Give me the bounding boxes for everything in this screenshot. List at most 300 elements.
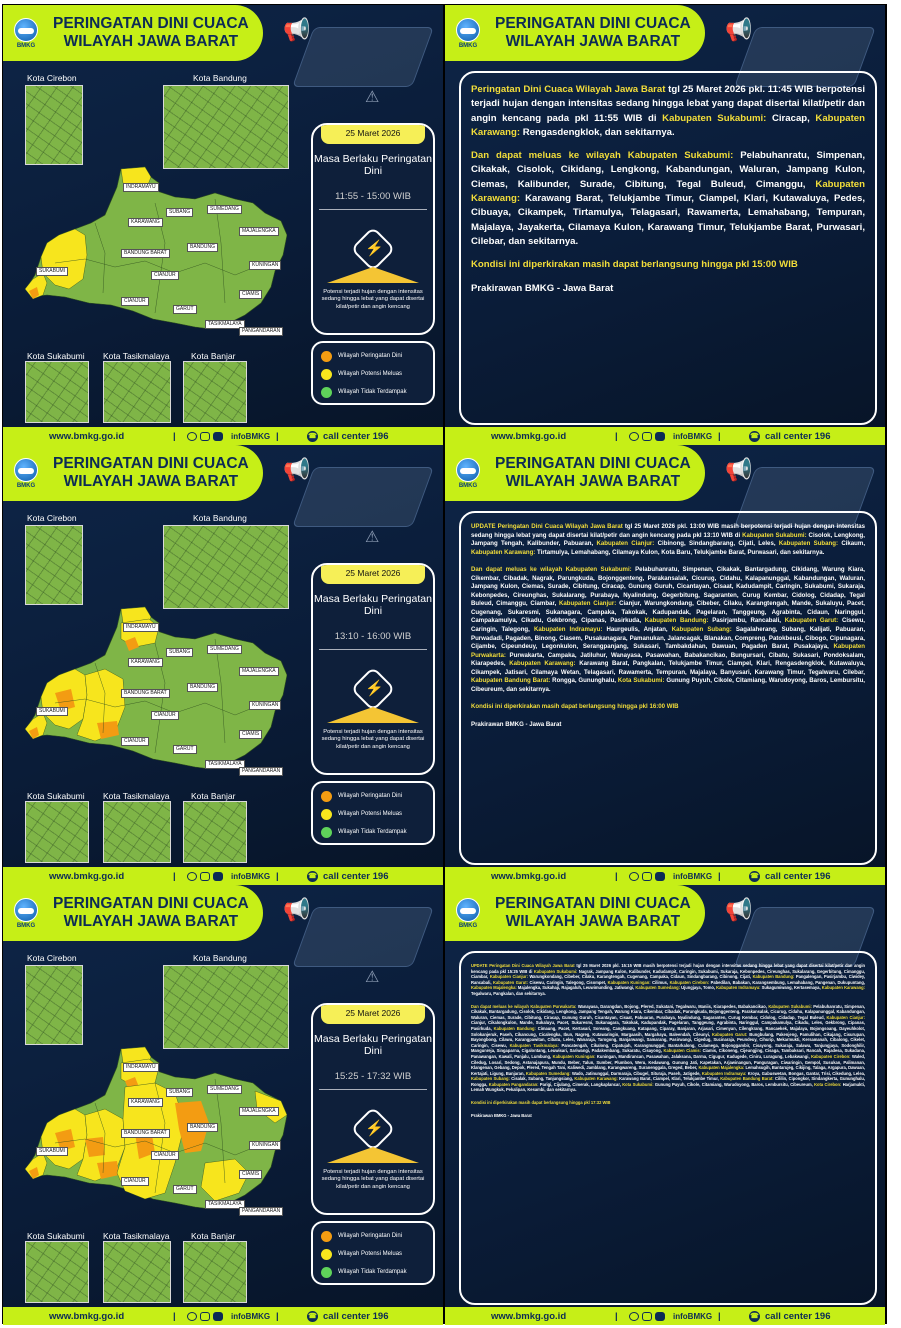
- text-segment: Dan dapat meluas ke wilayah: [471, 566, 566, 574]
- map-label: INDRAMAYU: [123, 183, 159, 192]
- footer-bar: [445, 427, 885, 445]
- text-segment: Tirtamulya, Lemahabang, Cilamaya Kulon, Kota Baru, Telukjambe Barat, Purwasari, dan sekitarnya.: [535, 548, 825, 556]
- youtube-icon[interactable]: [213, 872, 223, 881]
- website-link[interactable]: www.bmkg.go.id: [491, 430, 567, 442]
- text-segment: Pancatengah, Cikalong, Cipatujah, Karangnunggal, Bantarkalong, Culamega, Bojonggambir, Cisayong, Sukaraja, Salawu, Tanjungjaya, Sodonghilir, Mangunreja, Singaparna, Cigalontang, Leuwisari, Sariwangi, Padakembang, Sukaratu, Cisayong,: [471, 1042, 865, 1054]
- validity-time: 11:55 - 15:00 WIB: [335, 191, 411, 202]
- text-segment: Cimaung, Pacet, Kertasari, Soreang, Cangkuang, Katapang, Ciparay, Banjaran, Arjasari, Cimenyan, Cilengkrang, Rancaekek, Majalaya, Bojongsoang, Dayeuhkolot, Solokanjeruk, Paseh, Cikancung, Cicalengka, Ibun, Nagreg, Kutawaringin, Margaasih, Margahayu, Baleendah, Cileunyi,: [471, 1025, 866, 1037]
- phone-icon: ☎: [750, 1312, 759, 1320]
- youtube-icon[interactable]: [655, 872, 665, 881]
- social-icons: [187, 1312, 223, 1321]
- inset-map-bandung: [163, 525, 289, 609]
- separator: |: [173, 870, 176, 882]
- map-label: TASIKMALAYA: [205, 1200, 245, 1209]
- website-link[interactable]: www.bmkg.go.id: [49, 430, 125, 442]
- inset-label-banjar: Kota Banjar: [191, 791, 236, 801]
- warning-text-box: [459, 71, 877, 425]
- text-segment: Cianjur, Cikalongkulon, Mande, Sukaluyu, Pacet, Sukaresmi, Sukanagara, Takokak, Kadupandak, Pagelaran, Tanggeung, Agrabinta, Naringgul, Campakamulya, Cikadu, Leles, Gekbrong, Cipanas, Pasirkuda,: [471, 1020, 865, 1031]
- inset-map-bandung: [163, 965, 289, 1049]
- social-icons: [187, 432, 223, 441]
- website-link[interactable]: www.bmkg.go.id: [491, 870, 567, 882]
- text-segment: Kabupaten Sukabumi:: [533, 968, 578, 974]
- header-banner: [3, 885, 263, 941]
- text-segment: Kroya, Gabuswetan, Bongas, Gantar, Trisi, Cikedung, Lelea,: [746, 1070, 866, 1076]
- bmkg-logo-icon: BMKG: [11, 893, 41, 933]
- bmkg-logo-icon: BMKG: [453, 453, 483, 493]
- text-segment: Kabupaten Cianjur:: [596, 540, 655, 548]
- map-label: BANDUNG BARAT: [121, 689, 170, 698]
- instagram-icon[interactable]: [200, 1312, 210, 1321]
- warning-main-text: [471, 963, 865, 997]
- text-segment: Pelabuhanratu, Simpenan, Cikakak, Bantargadung, Cisolok, Cikidang, Lengkong, Jampang Tengah, Warung Kiara, Cikembar, Cibadak, Parungkuda, Bojonggenteng, Parakansalak, Cicurug, Cidahu, Kalapanunggal, Kabandungan, Waluran, Ciemas, Surade, Cibitung, Ciracap, Gunung Guruh, Cicantayan, Cisaat, Pabuaran, Purabaya, Nyalindung, Sagaranten, Curug Kembar, Cidolog, Cidadap, Tegal Buleud,: [471, 1003, 866, 1020]
- text-segment: Kabupaten Bandung:: [752, 974, 795, 980]
- map-label: SUMEDANG: [207, 1085, 242, 1094]
- validity-date: 25 Maret 2026: [321, 564, 425, 584]
- facebook-icon[interactable]: [629, 872, 639, 881]
- footer-bar: [3, 1307, 443, 1325]
- validity-description: Potensi terjadi hujan dengan intensitas sedang hingga lebat yang dapat disertai kilat/petir dan angin kencang: [321, 729, 425, 750]
- map-label: SUKABUMI: [36, 1147, 68, 1156]
- divider: [319, 649, 427, 650]
- text-segment: Sukagumiwang, Kertasemaya,: [760, 985, 822, 991]
- inset-label-sukabumi: Kota Sukabumi: [27, 791, 85, 801]
- separator: |: [615, 870, 618, 882]
- text-segment: tgl 25 Maret 2026 pkl. 15:15 WIB masih berpotensi terjadi hujan dengan intensitas sedang hingga lebat yang dapat disertai kilat/petir dan angin kencang pada pkl 15:25 WIB di: [471, 963, 865, 974]
- inset-label-bandung: Kota Bandung: [193, 953, 247, 963]
- validity-title: Masa Berlaku Peringatan Dini: [314, 153, 432, 177]
- text-segment: Karawang Barat, Ciampel, Klari, Telukjambe Timur,: [617, 1076, 721, 1082]
- page-title: PERINGATAN DINI CUACA WILAYAH JAWA BARAT: [495, 455, 691, 490]
- warning-icon: ⚠: [365, 89, 380, 106]
- text-segment: Kabupaten Bandung Barat:: [720, 1076, 774, 1082]
- divider: [319, 1089, 427, 1090]
- map-label: SUMEDANG: [207, 645, 242, 654]
- megaphone-icon: 📢: [725, 897, 753, 922]
- text-segment: Lemahsugih, Bantarujeg, Cikijing, Talaga, Argapura, Dawuan, Kertajati, Ligung, Banjaran,: [471, 1065, 865, 1076]
- page-title: PERINGATAN DINI CUACA WILAYAH JAWA BARAT: [53, 15, 249, 50]
- text-segment: tgl 25 Maret 2026 pkl. 11:45 WIB berpotensi terjadi hujan dengan intensitas sedang hingga lebat yang dapat disertai kilat/petir dan angin kencang pada pkl 11:55 WIB di: [471, 84, 865, 124]
- map-label: SUKABUMI: [36, 707, 68, 716]
- text-segment: Kabupaten Karawang:: [471, 178, 865, 205]
- inset-label-banjar: Kota Banjar: [191, 351, 236, 361]
- text-segment: Wado, Jatinunggal, Darmaraja, Cibugel, Situraja, Paseh, Jatigede,: [570, 1070, 702, 1076]
- inset-label-tasikmalaya: Kota Tasikmalaya: [103, 1231, 170, 1241]
- green-dot-icon: [321, 387, 332, 398]
- megaphone-icon: 📢: [283, 17, 311, 42]
- megaphone-icon: 📢: [725, 457, 753, 482]
- text-segment: Ciamis, Cikoneng, Cijeungjing, Cisaga, Tambaksari, Rancah, Rajadesa, Sukadana, Panawangan, Kawali, Panjalu, Lumbung,: [471, 1048, 866, 1059]
- text-segment: Nagrak, Jampang Kulon, Kalibunder, Kadudampit, Caringin, Sukabumi, Sukaraja, Kebonpedes, Cireunghas, Sukalarang, Gegerbitung, Cimanggu, Ciambar,: [471, 968, 866, 980]
- map-plate-graphic: [292, 467, 434, 527]
- instagram-icon[interactable]: [200, 432, 210, 441]
- social-handle[interactable]: infoBMKG: [673, 871, 713, 881]
- page-title: PERINGATAN DINI CUACA WILAYAH JAWA BARAT: [495, 895, 691, 930]
- text-segment: Kabupaten Indramayu:: [533, 626, 603, 634]
- text-segment: Pasirjambu, Rancabali,: [708, 617, 785, 625]
- forecaster-signature: Prakirawan BMKG - Jawa Barat: [471, 720, 562, 728]
- text-segment: Kabupaten Garut:: [784, 617, 839, 625]
- text-segment: Sagalaherang, Subang, Kalijati, Pabuaran, Purwadadi, Pagaden, Binong, Ciasem, Pusakanagara, Pamanukan, Jalancagak, Blanakan, Compreng, Patokbeusi, Cibogo, Cipunagara, Cijambe, Cipeundeuy, Legonkulon, Serangpanjang, Sukasari, Tambakdahan, Dawuan, Pagaden Barat, Pusakajaya,: [471, 626, 866, 651]
- footer-bar: [3, 427, 443, 445]
- map-label: CIAMIS: [239, 290, 262, 299]
- validity-date: 25 Maret 2026: [321, 1004, 425, 1024]
- header-banner: [3, 5, 263, 61]
- text-segment: Kabupaten Majalengka:: [698, 1065, 745, 1071]
- separator: |: [718, 430, 721, 442]
- map-label: CIANJUR: [151, 271, 179, 280]
- text-segment: Cisalak, Subang, Tanjungsiang,: [509, 1076, 575, 1082]
- text-segment: Dan dapat meluas ke wilayah: [471, 1003, 531, 1009]
- text-segment: Kabupaten Sumedang:: [525, 1070, 571, 1076]
- youtube-icon[interactable]: [213, 432, 223, 441]
- orange-dot-icon: [321, 791, 332, 802]
- text-segment: Kabupaten Pangandaran:: [488, 1081, 539, 1087]
- youtube-icon[interactable]: [655, 432, 665, 441]
- text-segment: Kabupaten Karawang:: [821, 985, 866, 991]
- map-plate-graphic: [292, 27, 434, 87]
- validity-time: 13:10 - 16:00 WIB: [334, 631, 412, 642]
- text-segment: Kabupaten Karawang:: [574, 1076, 618, 1082]
- inset-label-cirebon: Kota Cirebon: [27, 953, 77, 963]
- separator: |: [276, 870, 279, 882]
- text-segment: Kabupaten Subang:: [778, 540, 839, 548]
- header-banner: [445, 885, 705, 941]
- text-segment: Kabupaten Bandung:: [644, 617, 709, 625]
- inset-label-tasikmalaya: Kota Tasikmalaya: [103, 791, 170, 801]
- inset-label-bandung: Kota Bandung: [193, 73, 247, 83]
- validity-description: Potensi terjadi hujan dengan intensitas sedang hingga lebat yang dapat disertai kilat/petir dan angin kencang: [321, 289, 425, 310]
- map-label: CIANJUR: [121, 1177, 149, 1186]
- text-segment: Kabupaten Cirebon:: [811, 1053, 851, 1059]
- text-segment: Purwakarta, Campaka, Jatiluhur, Wanayasa, Pasawahan, Babakancikao, Bungursari, Cibatu, Sukasari, Pondoksalam, Kiarapedes,: [471, 651, 865, 668]
- text-segment: Kabupaten Subang:: [471, 1076, 510, 1082]
- map-label: KUNINGAN: [249, 701, 281, 710]
- map-label: SUBANG: [166, 648, 193, 657]
- text-segment: Kabupaten Cianjur:: [558, 600, 617, 608]
- phone-icon: ☎: [308, 872, 317, 880]
- map-label: CIANJUR: [151, 711, 179, 720]
- legend-item: Wilayah Peringatan Dini: [321, 1227, 425, 1245]
- text-segment: Cilimus,: [650, 979, 670, 985]
- phone-icon: ☎: [308, 432, 317, 440]
- text-panel: [445, 445, 885, 885]
- text-segment: Kabupaten Cianjur:: [826, 1014, 865, 1020]
- map-panel: [3, 885, 443, 1325]
- map-label: PANGANDARAN: [239, 1207, 283, 1216]
- inset-label-cirebon: Kota Cirebon: [27, 513, 77, 523]
- map-label: TASIKMALAYA: [205, 760, 245, 769]
- inset-map-tasikmalaya: [103, 801, 171, 863]
- map-label: BANDUNG BARAT: [121, 1129, 170, 1138]
- text-segment: Wanayasa, Darangdan, Bojong, Plered, Sukatani, Tegalwaru, Maniis, Kiarapedes, Babakancikao,: [576, 1003, 769, 1009]
- map-panel: [3, 445, 443, 885]
- map-label: INDRAMAYU: [123, 623, 159, 632]
- validity-card: [311, 563, 435, 775]
- youtube-icon[interactable]: [213, 1312, 223, 1321]
- footer-bar: [445, 1307, 885, 1325]
- inset-map-cirebon: [25, 85, 83, 165]
- megaphone-icon: 📢: [725, 17, 753, 42]
- map-label: MAJALENGKA: [239, 667, 279, 676]
- text-segment: Rongga, Gununghalu,: [550, 677, 618, 685]
- map-label: GARUT: [173, 745, 197, 754]
- inset-map-banjar: [183, 361, 247, 423]
- megaphone-icon: 📢: [283, 457, 311, 482]
- text-segment: Cibinong, Sindangbarang, Cijati, Leles,: [654, 540, 779, 548]
- orange-dot-icon: [321, 1231, 332, 1242]
- text-segment: Cikaum,: [838, 540, 866, 548]
- legend-item: Wilayah Peringatan Dini: [321, 787, 425, 805]
- bmkg-logo-icon: BMKG: [453, 893, 483, 933]
- text-segment: Kabupaten Kuningan:: [552, 1053, 596, 1059]
- social-handle[interactable]: infoBMKG: [231, 431, 271, 441]
- text-segment: Kabupaten Garut:: [712, 1031, 748, 1037]
- validity-card: [311, 1003, 435, 1215]
- text-segment: Cisewu, Caringin, Talegong,: [471, 617, 865, 634]
- inset-map-banjar: [183, 1241, 247, 1303]
- page-title: PERINGATAN DINI CUACA WILAYAH JAWA BARAT: [53, 455, 249, 490]
- text-segment: Harjamukti, Lemah Wungkuk, Pekalipan, Kesambi, dan sekitarnya.: [471, 1081, 866, 1093]
- text-segment: Gunung Puyuh, Cikole, Citamiang, Warudoyong, Baros, Lembursitu, Cibeureum, dan sekitarnya.: [471, 677, 866, 693]
- map-label: MAJALENGKA: [239, 1107, 279, 1116]
- social-icons: [187, 872, 223, 881]
- forecaster-signature: Prakirawan BMKG - Jawa Barat: [471, 1112, 532, 1118]
- text-segment: Kabupaten Subang:: [671, 626, 732, 634]
- map-label: CIANJUR: [121, 737, 149, 746]
- legend-item: Wilayah Potensi Meluas: [321, 365, 425, 383]
- text-segment: Kabupaten Indramayu:: [701, 1070, 747, 1076]
- validity-time: 15:25 - 17:32 WIB: [334, 1071, 412, 1082]
- text-segment: Kabupaten Sukabumi:: [565, 566, 632, 574]
- text-segment: Peringatan Dini Cuaca Wilayah Jawa Barat: [471, 84, 666, 95]
- call-center[interactable]: call center 196: [323, 1310, 389, 1322]
- legend-item: Wilayah Tidak Terdampak: [321, 823, 425, 841]
- map-label: PANGANDARAN: [239, 327, 283, 336]
- text-segment: Kabupaten Bandung:: [493, 1025, 536, 1031]
- divider: [319, 209, 427, 210]
- social-handle[interactable]: infoBMKG: [231, 1311, 271, 1321]
- light-beam-graphic: [327, 707, 419, 723]
- collage: [2, 4, 887, 1324]
- warning-icon: ⚠: [365, 529, 380, 546]
- text-segment: Ujungjaya, Tomo,: [679, 985, 717, 991]
- warning-expand-text: [471, 566, 865, 694]
- text-segment: Kabupaten Sukabumi:: [662, 112, 767, 124]
- social-icons: [629, 1312, 665, 1321]
- text-segment: Kabupaten Sumedang:: [635, 985, 680, 991]
- footer-bar: [3, 867, 443, 885]
- inset-map-cirebon: [25, 965, 83, 1045]
- text-segment: Bungbulang, Pakenjeng, Pamulihan, Cikajang, Cisurupan, Bayongbong, Cilawu, Karangpawitan, Cibatu, Leles, Wanaraja, Tarogong, Banjarwangi, Samarang, Pasirwangi, Cigedug, Sucinaraja, Peundeuy, Cihurip, Mekarmukti, Kersamanah, Cibalong, Cikelet, Caringin, Cisewu,: [471, 1031, 866, 1048]
- inset-label-banjar: Kota Banjar: [191, 1231, 236, 1241]
- text-segment: Majalengka, Sukahaji, Rajagaluh, Leuwimunding, Jatiwangi,: [516, 985, 636, 991]
- text-segment: Waled, Ciledug, Losari, Sedong, Astanajapura, Mundu, Beber, Talun, Sumber, Plumbon, Weru, Kedawung, Gunung Jati, Kapetakan, Arjawinangun, Panguragan, Ciwaringin, Gempol, Susukan, Palimanan, Klangenan, Gebang, Depok, Plered, Tengah Tani, Kaliwedi, Jamblang, Karangwareng, Suranenggala, Greged, Beber,: [471, 1053, 866, 1071]
- website-link[interactable]: www.bmkg.go.id: [49, 870, 125, 882]
- map-label: INDRAMAYU: [123, 1063, 159, 1072]
- facebook-icon[interactable]: [629, 432, 639, 441]
- social-handle[interactable]: infoBMKG: [231, 871, 271, 881]
- text-segment: Karawang Barat, Pangkalan, Telukjambe Timur, Ciampel, Klari, Rengasdengklok, Kutawaluya, Cikampek, Jatisari, Cilamaya Wetan, Telagasari, Rawamerta, Tempuran, Majalaya, Banyusari, Karawang Timur, Tegalwaru, Cilebar,: [471, 660, 865, 676]
- call-center[interactable]: call center 196: [323, 870, 389, 882]
- warning-text-box: [459, 951, 877, 1305]
- bmkg-logo-icon: BMKG: [11, 13, 41, 53]
- text-segment: Kabupaten Karawang:: [509, 660, 576, 668]
- map-label: SUBANG: [166, 208, 193, 217]
- website-link[interactable]: www.bmkg.go.id: [491, 1310, 567, 1322]
- phone-icon: ☎: [750, 872, 759, 880]
- map-label: KUNINGAN: [249, 261, 281, 270]
- text-segment: Cisolok, Lengkong, Jampang Tengah, Kalibunder, Pabuaran,: [471, 531, 865, 548]
- map-legend: [311, 1221, 435, 1285]
- text-segment: Kota Sukabumi:: [617, 677, 665, 685]
- text-segment: tgl 25 Maret 2026 pkl. 13:00 WIB masih berpotensi terjadi hujan dengan intensitas sedang hingga lebat yang dapat disertai kilat/petir dan angin kencang pada pkl 13:10 WIB di: [471, 523, 866, 539]
- forecaster-signature: Prakirawan BMKG - Jawa Barat: [471, 282, 614, 294]
- text-segment: Pangalengan, Pasirjambu, Ciwidey, Rancabali,: [471, 974, 865, 985]
- instagram-icon[interactable]: [642, 1312, 652, 1321]
- text-segment: Cisewu, Caringin, Talegong, Cisompet,: [527, 979, 608, 985]
- text-segment: Kabupaten Karawang:: [471, 548, 536, 556]
- instagram-icon[interactable]: [642, 432, 652, 441]
- call-center[interactable]: call center 196: [765, 430, 831, 442]
- green-dot-icon: [321, 827, 332, 838]
- text-segment: Kabupaten Purwakarta:: [530, 1003, 577, 1009]
- text-panel: [445, 5, 885, 445]
- validity-title: Masa Berlaku Peringatan Dini: [314, 1033, 432, 1057]
- instagram-icon[interactable]: [642, 872, 652, 881]
- call-center[interactable]: call center 196: [323, 430, 389, 442]
- phone-icon: ☎: [750, 432, 759, 440]
- inset-map-tasikmalaya: [103, 361, 171, 423]
- text-segment: Parigi, Cijulang, Cimerak, Langkaplancar,: [538, 1081, 623, 1087]
- social-handle[interactable]: infoBMKG: [673, 1311, 713, 1321]
- text-segment: Rengasdengklok, dan sekitarnya.: [520, 126, 675, 138]
- text-segment: Kabupaten Bandung Barat:: [471, 677, 551, 685]
- text-segment: Dan dapat meluas ke wilayah: [471, 150, 628, 162]
- text-segment: Kabupaten Purwakarta:: [471, 643, 865, 659]
- facebook-icon[interactable]: [629, 1312, 639, 1321]
- instagram-icon[interactable]: [200, 872, 210, 881]
- website-link[interactable]: www.bmkg.go.id: [49, 1310, 125, 1322]
- text-segment: Pabedilan, Babakan, Karangsembung, Lemahabang, Pangenan, Dukupuntang,: [709, 979, 865, 985]
- legend-item: Wilayah Potensi Meluas: [321, 1245, 425, 1263]
- inset-map-tasikmalaya: [103, 1241, 171, 1303]
- warning-expand-text: [471, 1004, 865, 1094]
- header-banner: [445, 5, 705, 61]
- map-label: SUBANG: [166, 1088, 193, 1097]
- social-icons: [629, 872, 665, 881]
- facebook-icon[interactable]: [187, 1312, 197, 1321]
- validity-title: Masa Berlaku Peringatan Dini: [314, 593, 432, 617]
- validity-date: 25 Maret 2026: [321, 124, 425, 144]
- facebook-icon[interactable]: [187, 872, 197, 881]
- map-label: KARAWANG: [128, 1098, 163, 1107]
- text-panel: [445, 885, 885, 1325]
- youtube-icon[interactable]: [655, 1312, 665, 1321]
- legend-item: Wilayah Tidak Terdampak: [321, 383, 425, 401]
- social-handle[interactable]: infoBMKG: [673, 431, 713, 441]
- text-segment: Haurgeulis, Anjatan,: [602, 626, 672, 634]
- megaphone-icon: 📢: [283, 897, 311, 922]
- separator: |: [276, 430, 279, 442]
- header-banner: [445, 445, 705, 501]
- text-segment: Kuningan, Mandirancan, Pasawahan, Jalaksana, Darma, Cigugur, Kadugede, Ciniru, Luragung, Lebakwangi,: [595, 1053, 812, 1059]
- separator: |: [615, 430, 618, 442]
- map-label: BANDUNG: [187, 683, 218, 692]
- map-label: CIAMIS: [239, 730, 262, 739]
- phone-icon: ☎: [308, 1312, 317, 1320]
- inset-map-sukabumi: [25, 1241, 89, 1303]
- inset-label-sukabumi: Kota Sukabumi: [27, 1231, 85, 1241]
- page-title: PERINGATAN DINI CUACA WILAYAH JAWA BARAT: [495, 15, 691, 50]
- text-segment: UPDATE Peringatan Dini Cuaca Wilayah Jawa Barat: [471, 523, 623, 530]
- facebook-icon[interactable]: [187, 432, 197, 441]
- text-segment: Kabupaten Sukabumi:: [742, 531, 807, 539]
- yellow-dot-icon: [321, 369, 332, 380]
- yellow-dot-icon: [321, 809, 332, 820]
- text-segment: Kota Sukabumi:: [622, 1081, 654, 1087]
- text-segment: UPDATE Peringatan Dini Cuaca Wilayah Jawa Barat: [471, 963, 575, 968]
- bmkg-logo-icon: BMKG: [11, 453, 41, 493]
- light-beam-graphic: [327, 267, 419, 283]
- inset-label-cirebon: Kota Cirebon: [27, 73, 77, 83]
- text-segment: Kabupaten Ciamis:: [663, 1048, 702, 1054]
- text-segment: Kabupaten Garut:: [493, 979, 528, 985]
- map-legend: [311, 781, 435, 845]
- map-label: BANDUNG: [187, 243, 218, 252]
- call-center[interactable]: call center 196: [765, 1310, 831, 1322]
- warning-icon: ⚠: [365, 969, 380, 986]
- map-panel: [3, 5, 443, 445]
- warning-main-text: [471, 83, 865, 140]
- validity-description: Potensi terjadi hujan dengan intensitas sedang hingga lebat yang dapat disertai kilat/petir dan angin kencang: [321, 1169, 425, 1190]
- text-segment: Gunung Puyuh, Cikole, Citamiang, Warudoyong, Baros, Lembursitu, Cibeureum,: [653, 1081, 815, 1087]
- inset-label-bandung: Kota Bandung: [193, 513, 247, 523]
- map-label: KARAWANG: [128, 218, 163, 227]
- text-segment: Warungkondang, Cibeber, Cilaku, Karangtengah, Cugenang, Campaka, Cidaun, Sindangbarang, Cibinong, Cijati,: [527, 974, 753, 980]
- inset-map-sukabumi: [25, 361, 89, 423]
- bmkg-logo-icon: BMKG: [453, 13, 483, 53]
- map-label: CIANJUR: [151, 1151, 179, 1160]
- inset-map-bandung: [163, 85, 289, 169]
- text-segment: Kabupaten Karawang:: [471, 112, 865, 138]
- warning-expand-text: [471, 149, 865, 249]
- text-segment: Kota Cirebon:: [814, 1081, 842, 1087]
- text-segment: Kabupaten Cianjur:: [489, 974, 528, 980]
- green-dot-icon: [321, 1267, 332, 1278]
- text-segment: Kabupaten Indramayu:: [716, 985, 761, 991]
- thunderstorm-icon: ⚡: [350, 1106, 395, 1151]
- map-legend: [311, 341, 435, 405]
- inset-map-cirebon: [25, 525, 83, 605]
- text-segment: Kabupaten Majalengka:: [471, 985, 517, 991]
- separator: |: [173, 430, 176, 442]
- text-segment: Tegalwaru, Pangkalan, dan sekitarnya.: [471, 990, 546, 996]
- text-segment: Kabupaten Kuningan:: [607, 979, 651, 985]
- separator: |: [615, 1310, 618, 1322]
- text-segment: Kabupaten Sukabumi:: [768, 1003, 812, 1009]
- social-icons: [629, 432, 665, 441]
- validity-card: [311, 123, 435, 335]
- call-center[interactable]: call center 196: [765, 870, 831, 882]
- separator: |: [718, 1310, 721, 1322]
- map-label: BANDUNG: [187, 1123, 218, 1132]
- inset-label-sukabumi: Kota Sukabumi: [27, 351, 85, 361]
- map-label: GARUT: [173, 305, 197, 314]
- yellow-dot-icon: [321, 1249, 332, 1260]
- map-label: PANGANDARAN: [239, 767, 283, 776]
- text-segment: Kabupaten Sukabumi:: [627, 150, 734, 162]
- inset-map-banjar: [183, 801, 247, 863]
